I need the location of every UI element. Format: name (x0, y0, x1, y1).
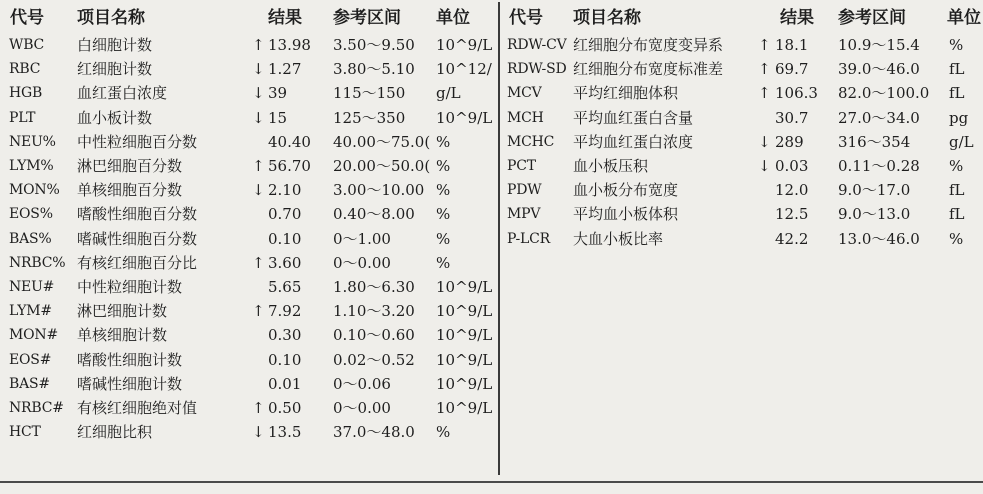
cell-result: 0.30 (268, 326, 302, 345)
cell-name: 平均血红蛋白浓度 (573, 132, 694, 151)
cell-range: 0～1.00 (333, 229, 391, 248)
cell-result: 13.5 (268, 423, 302, 442)
cell-name: 血小板计数 (77, 108, 153, 127)
table-row (0, 299, 497, 323)
cell-code: MCV (507, 85, 542, 102)
table-row (0, 348, 497, 372)
flag-arrow: ↑ (252, 302, 265, 321)
cell-name: 血小板压积 (573, 157, 649, 175)
flag-arrow: ↓ (252, 423, 265, 442)
cell-unit: g/L (436, 84, 461, 103)
cell-range: 1.10～3.20 (333, 302, 415, 321)
table-row (503, 154, 983, 178)
cell-name: 血小板分布宽度 (573, 181, 679, 200)
cell-code: PLT (9, 109, 36, 126)
table-row (0, 251, 497, 275)
cell-code: NEU% (9, 133, 56, 150)
header-code: 代号 (509, 8, 543, 28)
cell-code: MCH (507, 109, 544, 126)
cell-unit: 10^9/L (436, 278, 493, 296)
flag-arrow: ↑ (252, 399, 265, 417)
cell-range: 0.40～8.00 (333, 205, 415, 224)
cell-result: 13.98 (268, 36, 311, 54)
cell-result: 0.50 (268, 399, 302, 417)
cell-range: 82.0～100.0 (838, 84, 930, 103)
cell-result: 42.2 (775, 229, 809, 248)
flag-arrow: ↑ (758, 84, 771, 103)
flag-arrow: ↓ (758, 132, 771, 151)
cell-result: 106.3 (775, 84, 818, 103)
cell-unit: % (436, 181, 451, 200)
cell-name: 平均血小板体积 (573, 205, 679, 224)
cell-result: 0.03 (775, 157, 809, 175)
table-row (0, 57, 497, 81)
table-row (0, 227, 497, 251)
cell-unit: % (949, 36, 964, 54)
cell-code: NRBC# (9, 400, 64, 416)
cell-code: RDW-SD (507, 61, 567, 78)
cell-range: 0.11～0.28 (838, 157, 920, 175)
flag-arrow: ↑ (758, 60, 771, 79)
header-name: 项目名称 (573, 8, 641, 28)
cell-unit: % (436, 229, 451, 248)
cell-code: HCT (9, 424, 41, 441)
cell-unit: fL (949, 181, 965, 200)
table-row (0, 81, 497, 105)
cell-result: 1.27 (268, 60, 302, 79)
table-row (503, 81, 983, 105)
table-row (503, 227, 983, 251)
cell-unit: 10^9/L (436, 399, 493, 417)
cell-name: 淋巴细胞计数 (77, 302, 168, 321)
flag-arrow: ↑ (758, 36, 771, 54)
cell-unit: 10^9/L (436, 108, 493, 127)
cell-range: 316～354 (838, 132, 911, 151)
cell-result: 39 (268, 84, 288, 103)
cell-result: 7.92 (268, 302, 302, 321)
cell-unit: fL (949, 84, 965, 103)
cell-name: 血红蛋白浓度 (77, 84, 168, 103)
cell-unit: 10^9/L (436, 36, 493, 54)
cell-code: RBC (9, 61, 41, 78)
cell-code: WBC (9, 37, 45, 53)
cell-range: 37.0～48.0 (333, 423, 415, 442)
left-results-table (0, 0, 497, 476)
cell-code: BAS# (9, 375, 50, 392)
cell-name: 嗜酸性细胞计数 (77, 350, 183, 369)
table-row (0, 420, 497, 444)
cell-result: 18.1 (775, 36, 809, 54)
cell-range: 40.00～75.0( (333, 132, 431, 151)
cell-range: 0～0.06 (333, 374, 391, 393)
header-range: 参考区间 (333, 8, 401, 28)
cell-result: 0.10 (268, 229, 302, 248)
cell-code: EOS% (9, 206, 53, 223)
cell-name: 嗜酸性细胞百分数 (77, 205, 198, 224)
cell-name: 红细胞比积 (77, 423, 153, 442)
cell-code: MCHC (507, 133, 555, 150)
cell-name: 单核细胞计数 (77, 326, 168, 345)
cell-result: 0.70 (268, 205, 302, 224)
cell-result: 0.01 (268, 374, 302, 393)
cell-code: PCT (507, 158, 536, 174)
table-header (503, 4, 983, 32)
cell-name: 红细胞分布宽度变异系 (573, 36, 724, 54)
cell-result: 2.10 (268, 181, 302, 200)
table-row (0, 154, 497, 178)
cell-range: 39.0～46.0 (838, 60, 920, 79)
cell-unit: % (436, 157, 451, 175)
table-row (0, 202, 497, 226)
cell-result: 40.40 (268, 132, 311, 151)
cell-code: MON% (9, 182, 60, 199)
cell-name: 有核红细胞绝对值 (77, 399, 198, 417)
table-header (0, 4, 497, 32)
cell-unit: % (436, 132, 451, 151)
cell-range: 3.80～5.10 (333, 60, 415, 79)
cell-code: EOS# (9, 351, 52, 368)
cell-unit: 10^12/ (436, 60, 492, 79)
cell-name: 单核细胞百分数 (77, 181, 183, 200)
cell-range: 3.50～9.50 (333, 36, 415, 54)
cell-code: NEU# (9, 279, 55, 295)
cell-name: 红细胞计数 (77, 60, 153, 79)
cell-name: 大血小板比率 (573, 229, 664, 248)
header-unit: 单位 (947, 8, 981, 28)
cell-range: 9.0～17.0 (838, 181, 911, 200)
flag-arrow: ↓ (252, 60, 265, 79)
header-result: 结果 (268, 8, 302, 28)
table-row (503, 178, 983, 202)
flag-arrow: ↓ (758, 157, 771, 175)
header-range: 参考区间 (838, 8, 906, 28)
cell-result: 56.70 (268, 157, 311, 175)
header-result: 结果 (780, 8, 814, 28)
cell-unit: % (436, 423, 451, 442)
table-row (0, 106, 497, 130)
header-code: 代号 (10, 8, 44, 28)
cell-range: 20.00～50.0( (333, 157, 431, 175)
cell-name: 白细胞计数 (77, 36, 153, 54)
cell-range: 9.0～13.0 (838, 205, 911, 224)
table-row (0, 372, 497, 396)
table-row (0, 130, 497, 154)
cell-range: 0～0.00 (333, 399, 391, 417)
column-divider (498, 2, 500, 475)
flag-arrow: ↑ (252, 36, 265, 54)
cell-result: 30.7 (775, 108, 809, 127)
cell-name: 有核红细胞百分比 (77, 253, 198, 272)
table-row (503, 202, 983, 226)
cell-unit: fL (949, 60, 965, 79)
cell-code: P-LCR (507, 230, 550, 247)
flag-arrow: ↓ (252, 108, 265, 127)
cell-unit: pg (949, 108, 969, 127)
table-row (0, 323, 497, 347)
table-row (503, 130, 983, 154)
cell-range: 10.9～15.4 (838, 36, 920, 54)
cell-name: 嗜碱性细胞计数 (77, 374, 183, 393)
cell-unit: 10^9/L (436, 350, 493, 369)
flag-arrow: ↓ (252, 181, 265, 200)
flag-arrow: ↓ (252, 84, 265, 103)
cell-result: 3.60 (268, 253, 302, 272)
cell-unit: 10^9/L (436, 302, 493, 321)
cell-unit: 10^9/L (436, 374, 493, 393)
cell-code: MON# (9, 327, 58, 344)
cell-name: 红细胞分布宽度标准差 (573, 60, 724, 79)
cell-code: LYM# (9, 303, 52, 320)
cell-range: 0.10～0.60 (333, 326, 415, 345)
table-row (0, 275, 497, 299)
cell-range: 3.00～10.00 (333, 181, 425, 200)
cell-result: 15 (268, 108, 288, 127)
cell-unit: % (436, 205, 451, 224)
cell-range: 13.0～46.0 (838, 229, 920, 248)
cell-code: NRBC% (9, 254, 66, 271)
flag-arrow: ↑ (252, 157, 265, 175)
cell-range: 27.0～34.0 (838, 108, 920, 127)
cell-unit: fL (949, 205, 965, 224)
table-row (503, 33, 983, 57)
table-row (0, 178, 497, 202)
cell-name: 嗜碱性细胞百分数 (77, 229, 198, 248)
bottom-rule (0, 481, 983, 483)
table-row (503, 57, 983, 81)
cell-name: 平均红细胞体积 (573, 84, 679, 103)
cell-code: HGB (9, 85, 43, 102)
cell-range: 115～150 (333, 84, 406, 103)
cell-range: 125～350 (333, 108, 406, 127)
cell-name: 中性粒细胞计数 (77, 278, 183, 296)
cell-unit: 10^9/L (436, 326, 493, 345)
table-row (503, 106, 983, 130)
cell-result: 289 (775, 132, 804, 151)
cell-range: 0～0.00 (333, 253, 391, 272)
cell-unit: % (436, 253, 451, 272)
cell-code: LYM% (9, 158, 54, 174)
cell-result: 12.5 (775, 205, 809, 224)
right-results-table (503, 0, 983, 476)
table-row (0, 33, 497, 57)
cell-unit: % (949, 157, 964, 175)
cell-code: MPV (507, 206, 541, 223)
cell-code: BAS% (9, 230, 52, 247)
cell-result: 5.65 (268, 278, 302, 296)
table-row (0, 396, 497, 420)
cell-result: 69.7 (775, 60, 809, 79)
cell-name: 淋巴细胞百分数 (77, 157, 183, 175)
cell-result: 12.0 (775, 181, 809, 200)
header-unit: 单位 (436, 8, 470, 28)
cell-name: 中性粒细胞百分数 (77, 132, 198, 151)
cell-range: 0.02～0.52 (333, 350, 415, 369)
cell-unit: g/L (949, 132, 974, 151)
header-name: 项目名称 (77, 8, 145, 28)
cell-name: 平均血红蛋白含量 (573, 108, 694, 127)
cell-code: PDW (507, 182, 542, 199)
flag-arrow: ↑ (252, 253, 265, 272)
cell-unit: % (949, 229, 964, 248)
cell-result: 0.10 (268, 350, 302, 369)
cell-code: RDW-CV (507, 37, 567, 53)
cell-range: 1.80～6.30 (333, 278, 415, 296)
